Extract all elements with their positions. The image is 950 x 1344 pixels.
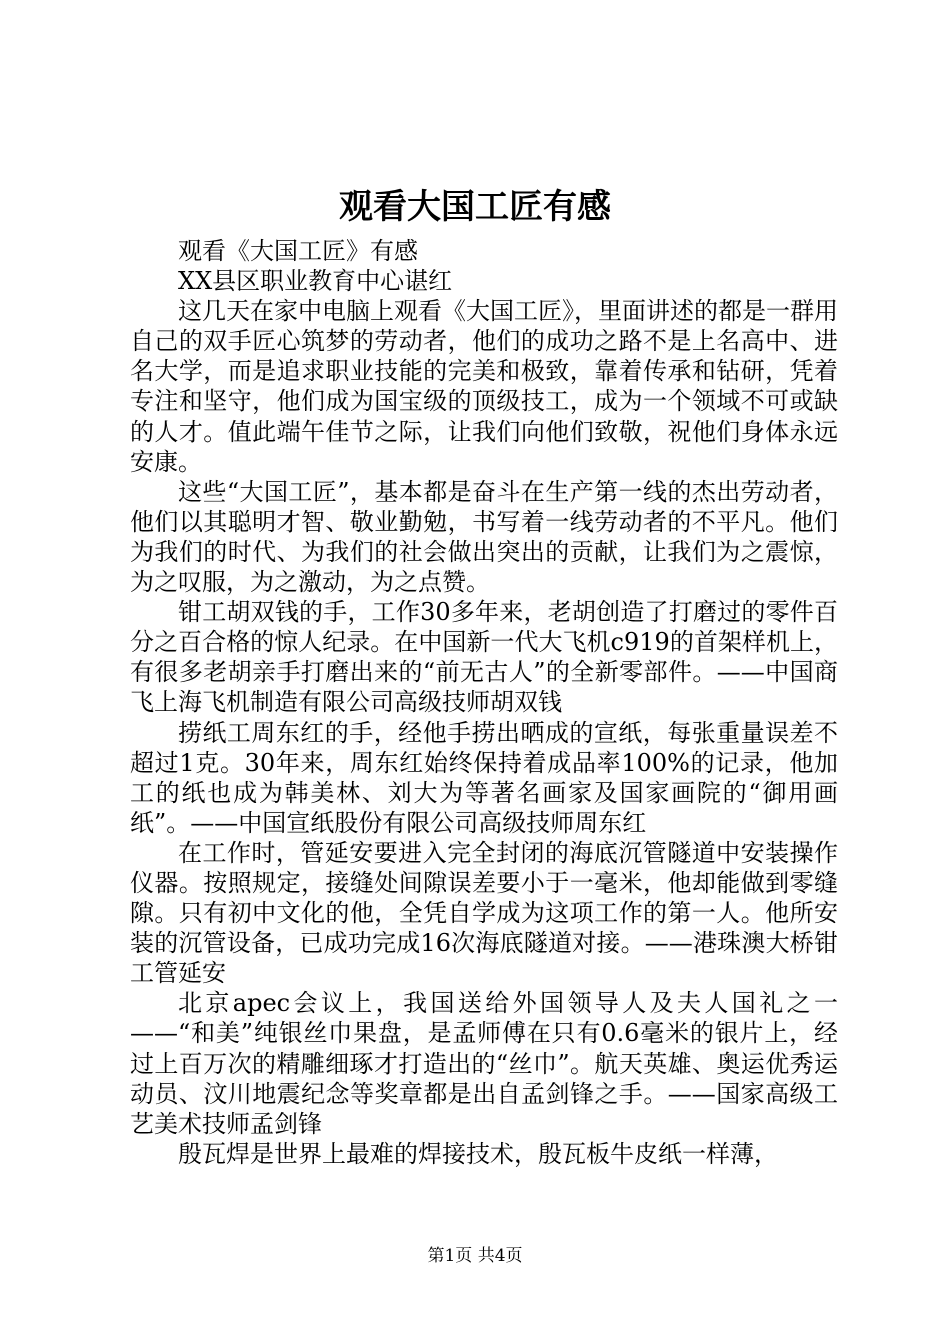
- paragraph-subtitle: 观看《大国工匠》有感: [178, 237, 418, 265]
- paragraph: 捞纸工周东红的手，经他手捞出晒成的宣纸，每张重量误差不超过1克。30年来，周东红始终保持着成品率100%的记录，他加工的纸也成为韩美林、刘大为等著名画家及国家画院的“御用画纸”。——中国宣纸股份有限公司高级技师周东红: [130, 718, 838, 837]
- document-title: 观看大国工匠有感: [339, 187, 611, 227]
- paragraph-author: XX县区职业教育中心谌红: [178, 267, 453, 296]
- paragraph: 这些“大国工匠”，基本都是奋斗在生产第一线的杰出劳动者，他们以其聪明才智、敬业勤勉，书写着一线劳动者的不平凡。他们为我们的时代、为我们的社会做出突出的贡献，让我们为之震惊，为之叹服，为之激动，为之点赞。: [130, 477, 838, 597]
- paragraph: 在工作时，管延安要进入完全封闭的海底沉管隧道中安装操作仪器。按照规定，接缝处间隙误差要小于一毫米，他却能做到零缝隙。只有初中文化的他，全凭自学成为这项工作的第一人。他所安装的沉管设备，已成功完成16次海底隧道对接。——港珠澳大桥钳工管延安: [130, 838, 838, 988]
- paragraph: 这几天在家中电脑上观看《大国工匠》，里面讲述的都是一群用自己的双手匠心筑梦的劳动者，他们的成功之路不是上名高中、进名大学，而是追求职业技能的完美和极致，靠着传承和钻研，凭着专注和坚守，他们成为国宝级的顶级技工，成为一个领域不可或缺的人才。值此端午佳节之际，让我们向他们致敬，祝他们身体永远安康。: [130, 297, 838, 476]
- paragraph: 北京apec会议上，我国送给外国领导人及夫人国礼之一——“和美”纯银丝巾果盘，是孟师傅在只有0.6毫米的银片上，经过上百万次的精雕细琢才打造出的“丝巾”。航天英雄、奥运优秀运动员、汶川地震纪念等奖章都是出自孟剑锋之手。——国家高级工艺美术技师孟剑锋: [130, 989, 838, 1138]
- paragraph: 殷瓦焊是世界上最难的焊接技术，殷瓦板牛皮纸一样薄，: [178, 1139, 778, 1168]
- document-body: [130, 236, 838, 1169]
- page-footer: 第1页 共4页: [427, 1246, 523, 1266]
- paragraph: 钳工胡双钱的手，工作30多年来，老胡创造了打磨过的零件百分之百合格的惊人纪录。在中国新一代大飞机c919的首架样机上，有很多老胡亲手打磨出来的“前无古人”的全新零部件。——中国商飞上海飞机制造有限公司高级技师胡双钱: [130, 598, 838, 717]
